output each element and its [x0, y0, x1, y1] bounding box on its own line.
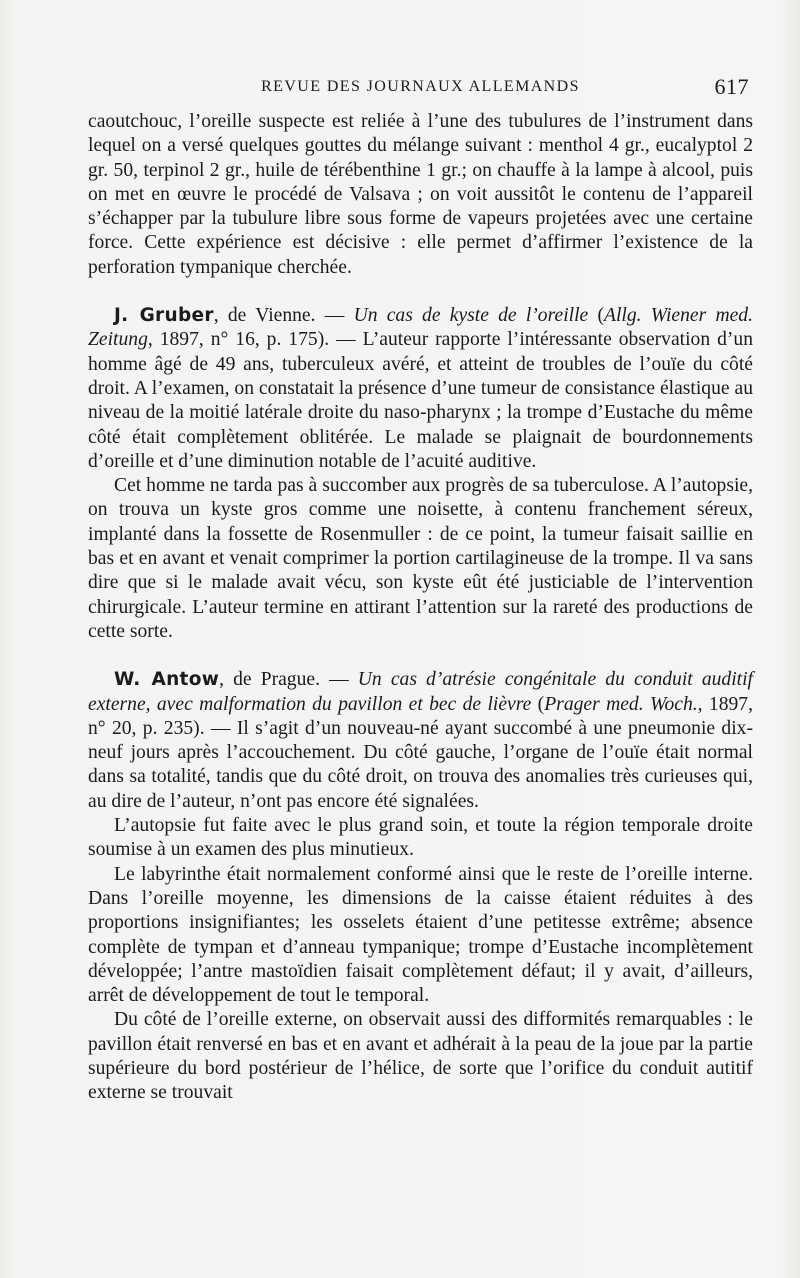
- gruber-journal: Allg. Wiener med. Zeitung: [88, 305, 754, 351]
- antow-source-open: (: [531, 693, 545, 715]
- running-head: REVUE DES JOURNAUX ALLEMANDS: [261, 78, 580, 95]
- antow-journal: Prager med. Woch.: [544, 693, 698, 715]
- gruber-place: , de Vienne. —: [213, 305, 354, 327]
- author-antow: W. Antow: [114, 669, 220, 691]
- antow-paragraph-2: L’autopsie fut faite avec le plus grand soin, et toute la région temporale droite soumise à un examen des plus minutieux.: [88, 815, 753, 861]
- gruber-article-title: Un cas de kyste de l’oreille: [353, 305, 589, 327]
- antow-citation: , 1897, n° 20, p. 235). —: [88, 693, 753, 739]
- entry-gruber: [88, 304, 753, 474]
- body-text: [88, 110, 753, 1106]
- author-gruber: J. Gruber: [114, 305, 214, 327]
- antow-paragraph-3: Le labyrinthe était normalement conformé ainsi que le reste de l’oreille interne. Dans l’oreille moyenne, les dimensions de la caisse étaient réduites à des proportions insignifiantes; les osselets étaient d’une petitesse extrême; absence complète de tympan et d’anneau tympanique; trompe d’Eustache incomplètement développée; l’antre mastoïdien faisait complètement défaut; il y avait, d’ailleurs, arrêt de développement de tout le temporal.: [88, 863, 753, 1007]
- gruber-source-open: (: [588, 305, 604, 327]
- page-header: [88, 74, 753, 100]
- antow-paragraph-4: Du côté de l’oreille externe, on observait aussi des difformités remarquables : le pavillon était renversé en bas et en avant et adhérait à la peau de la joue par la partie supérieure du bord postérieur de l’hélice, de sorte que l’orifice du conduit autitif externe se trouvait: [88, 1009, 753, 1104]
- gruber-citation: , 1897, n° 16, p. 175). —: [147, 329, 363, 351]
- paragraph-opening: caoutchouc, l’oreille suspecte est reliée à l’une des tubulures de l’instrument dans lequel on a versé quelques gouttes du mélange suivant : menthol 4 gr., eucalyptol 2 gr. 50, terpinol 2 gr., huile de térébenthine 1 gr.; on chauffe à la lampe à alcool, puis on met en œuvre le procédé de Valsava ; on voit aussitôt le contenu de l’appareil s’échapper par la tubulure libre sous forme de vapeurs projetées avec une certaine force. Cette expérience est décisive : elle permet d’affirmer l’existence de la perforation tympanique cherchée.: [88, 111, 753, 278]
- antow-place: , de Prague. —: [219, 669, 358, 691]
- gruber-paragraph-2: Cet homme ne tarda pas à succomber aux progrès de sa tuberculose. A l’autopsie, on trouva un kyste gros comme une noisette, à contenu franchement séreux, implanté dans la fossette de Rosenmuller : de ce point, la tumeur faisait saillie en bas et en avant et venait comprimer la portion cartilagineuse de la trompe. Il va sans dire que si le malade avait vécu, son kyste eût été justiciable de l’intervention chirurgicale. L’auteur termine en attirant l’attention sur la rareté des productions de cette sorte.: [88, 475, 753, 642]
- page-number: 617: [714, 74, 749, 99]
- antow-article-title: Un cas d’atrésie congénitale du conduit auditif externe, avec malformation du pavillon et bec de lièvre: [88, 669, 753, 715]
- entry-antow: [88, 668, 753, 814]
- gruber-abstract: L’auteur rapporte l’intéressante observation d’un homme âgé de 49 ans, tuberculeux avéré, et atteint de troubles de l’ouïe du côté droit. A l’examen, on constatait la présence d’une tumeur de consistance élastique au niveau de la moitié latérale droite du naso-pharynx ; la trompe d’Eustache du même côté était complètement oblitérée. Le malade se plaignait de bourdonnements d’oreille et d’une diminution notable de l’acuité auditive.: [88, 329, 753, 472]
- antow-abstract: Il s’agit d’un nouveau-né ayant succombé à une pneumonie dix-neuf jours après l’accouchement. Du côté gauche, l’organe de l’ouïe était normal dans sa totalité, tandis que du côté droit, on trouva des anomalies très curieuses qui, au dire de l’auteur, n’ont pas encore été signalées.: [88, 717, 753, 812]
